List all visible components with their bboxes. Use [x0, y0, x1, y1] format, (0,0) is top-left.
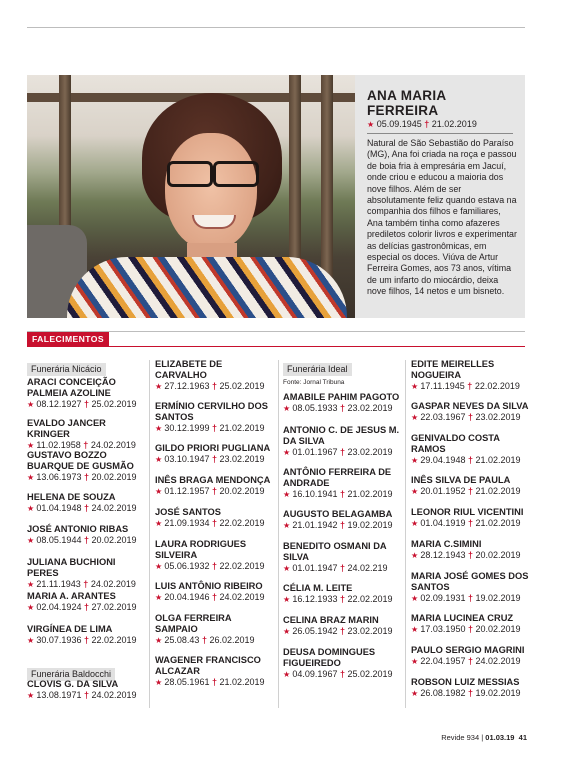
deceased-name: EDITE MEIRELLES NOGUEIRA — [411, 359, 495, 380]
star-icon: ★ — [155, 593, 165, 602]
column-divider — [149, 360, 150, 708]
death-date: 19.02.2019 — [347, 520, 393, 530]
cross-icon: † — [465, 624, 476, 634]
star-icon: ★ — [411, 456, 421, 465]
deceased-name: INÊS SILVA DE PAULA — [411, 475, 511, 485]
cross-icon: † — [209, 486, 220, 496]
life-dates — [411, 381, 529, 392]
life-dates — [283, 403, 403, 414]
cross-icon: † — [465, 486, 476, 496]
star-icon: ★ — [367, 120, 375, 129]
star-icon: ★ — [411, 382, 421, 391]
star-icon: ★ — [155, 562, 165, 571]
birth-date: 01.12.1957 — [164, 486, 210, 496]
cross-icon: † — [209, 561, 220, 571]
page-footer: Revide 934 | 01.03.19 41 — [441, 733, 527, 742]
cross-icon: † — [465, 593, 476, 603]
star-icon: ★ — [27, 536, 37, 545]
cross-icon: † — [209, 592, 220, 602]
star-icon: ★ — [411, 689, 421, 698]
star-icon: ★ — [283, 564, 293, 573]
death-date: 23.02.2019 — [347, 626, 393, 636]
star-icon: ★ — [283, 448, 293, 457]
death-date: 22.02.2019 — [347, 594, 393, 604]
funeral-home-ideal — [283, 359, 352, 386]
obituary-entry — [283, 425, 403, 458]
obituary-entry — [411, 677, 529, 699]
cross-icon: † — [81, 503, 92, 513]
birth-date: 21.11.1943 — [36, 579, 81, 589]
death-date: 20.02.2019 — [475, 624, 521, 634]
star-icon: ★ — [155, 424, 165, 433]
star-icon: ★ — [411, 413, 421, 422]
cross-icon: † — [337, 669, 348, 679]
obituary-entry — [155, 581, 275, 603]
obituary-entry — [283, 647, 403, 680]
birth-date: 29.04.1948 — [420, 455, 466, 465]
life-dates — [155, 635, 275, 646]
funeral-home-label: Funerária Baldocchi — [27, 668, 115, 681]
life-dates — [155, 561, 275, 572]
life-dates — [155, 423, 275, 434]
funeral-home-label: Funerária Ideal — [283, 363, 352, 376]
obituary-entry — [411, 539, 529, 561]
deceased-name: LEONOR RIUL VICENTINI — [411, 507, 524, 517]
star-icon: ★ — [155, 487, 165, 496]
cross-icon: † — [80, 579, 91, 589]
life-dates — [155, 454, 275, 465]
deceased-name: ANTÔNIO FERREIRA DE ANDRADE — [283, 467, 392, 488]
star-icon: ★ — [411, 551, 421, 560]
life-dates — [27, 579, 145, 590]
life-dates — [27, 690, 145, 701]
deceased-name: OLGA FERREIRA SAMPAIO — [155, 613, 232, 634]
cross-icon: † — [81, 472, 92, 482]
star-icon: ★ — [27, 400, 37, 409]
star-icon: ★ — [283, 404, 293, 413]
death-date: 22.02.2019 — [91, 635, 137, 645]
obituary-entry — [411, 571, 529, 604]
cross-icon: † — [209, 423, 220, 433]
birth-date: 21.01.1942 — [292, 520, 338, 530]
death-date: 25.02.2019 — [219, 381, 265, 391]
cross-icon: † — [465, 688, 476, 698]
obituary-entry — [155, 613, 275, 646]
life-dates — [411, 550, 529, 561]
obituary-entry — [155, 475, 275, 497]
death-date: 23.02.2019 — [475, 412, 521, 422]
cross-icon: † — [81, 635, 92, 645]
death-date: 22.02.2019 — [219, 518, 265, 528]
death-date: 24.02.2019 — [475, 656, 521, 666]
obituary-entry — [283, 583, 403, 605]
deceased-name: CELINA BRAZ MARIN — [283, 615, 379, 625]
obituary-entry — [155, 507, 275, 529]
life-dates — [411, 486, 529, 497]
star-icon: ★ — [283, 627, 293, 636]
cross-icon: † — [81, 399, 92, 409]
star-icon: ★ — [283, 490, 293, 499]
obituary-entry — [283, 509, 403, 531]
feature-died: 21.02.2019 — [431, 119, 477, 129]
birth-date: 17.03.1950 — [420, 624, 466, 634]
cross-icon: † — [81, 602, 92, 612]
deceased-name: HELENA DE SOUZA — [27, 492, 116, 502]
cross-icon: † — [80, 440, 91, 450]
obituary-entry — [155, 443, 275, 465]
cross-icon: † — [337, 520, 348, 530]
death-date: 21.02.2019 — [475, 455, 521, 465]
life-dates — [27, 399, 145, 410]
feature-bio: Natural de São Sebastião do Paraíso (MG), Ana foi criada na roça e passou de boia fria à empresária em Jacuí, onde criou e educou a maioria dos nove filhos. Além de ser absolutamente feliz quando estava na companhia dos filhos e familiares, Ana também tinha como afazeres prediletos colorir livros e experimentar as delícias gastronômicas, em especial os doces. Viúva de Artur Ferreira Gomes, aos 73 anos, vítima de um infarto do miocárdio, deixa nove filhos, 14 netos e um bisneto. — [367, 138, 517, 297]
deceased-name: MARIA LUCINEA CRUZ — [411, 613, 514, 623]
life-dates — [155, 486, 275, 497]
life-dates — [27, 535, 145, 546]
cross-icon: † — [465, 518, 476, 528]
deceased-name: GILDO PRIORI PUGLIANA — [155, 443, 271, 453]
life-dates — [411, 688, 529, 699]
deceased-name: MARIA JOSÉ GOMES DOS SANTOS — [411, 571, 529, 592]
death-date: 24.02.2019 — [91, 690, 137, 700]
birth-date: 30.12.1999 — [164, 423, 210, 433]
birth-date: 01.01.1947 — [292, 563, 338, 573]
deceased-name: JOSÉ ANTONIO RIBAS — [27, 524, 129, 534]
birth-date: 28.12.1943 — [420, 550, 466, 560]
death-date: 23.02.2019 — [347, 403, 393, 413]
life-dates — [283, 447, 403, 458]
cross-icon: † — [337, 489, 348, 499]
deceased-name: BENEDITO OSMANI DA SILVA — [283, 541, 387, 562]
star-icon: ★ — [411, 657, 421, 666]
deceased-name: GUSTAVO BOZZO BUARQUE DE GUSMÃO — [27, 450, 134, 471]
deceased-name: ERMÍNIO CERVILHO DOS SANTOS — [155, 401, 268, 422]
obituary-entry — [27, 524, 145, 546]
star-icon: ★ — [411, 519, 421, 528]
birth-date: 25.08.43 — [164, 635, 200, 645]
portrait-photo — [27, 75, 355, 318]
obituary-entry — [27, 450, 145, 483]
death-date: 25.02.2019 — [91, 399, 137, 409]
birth-date: 08.12.1927 — [36, 399, 82, 409]
funeral-home-nicacio — [27, 359, 106, 377]
obituary-entry — [411, 507, 529, 529]
life-dates — [411, 518, 529, 529]
death-date: 27.02.2019 — [91, 602, 137, 612]
obituary-entry — [27, 624, 145, 646]
star-icon: ★ — [27, 504, 37, 513]
obituary-entry — [27, 557, 145, 590]
star-icon: ★ — [27, 691, 37, 700]
birth-date: 22.04.1957 — [420, 656, 466, 666]
feature-born: 05.09.1945 — [376, 119, 422, 129]
column-divider — [278, 360, 279, 708]
feature-dates — [367, 119, 477, 130]
deceased-name: PAULO SERGIO MAGRINI — [411, 645, 525, 655]
deceased-name: GENIVALDO COSTA RAMOS — [411, 433, 500, 454]
star-icon: ★ — [27, 603, 37, 612]
death-date: 24.02.2019 — [91, 503, 137, 513]
footer-date: 01.03.19 — [485, 733, 515, 742]
deceased-name: AUGUSTO BELAGAMBA — [283, 509, 393, 519]
life-dates — [411, 624, 529, 635]
star-icon: ★ — [27, 441, 37, 450]
cross-icon: † — [81, 690, 92, 700]
star-icon: ★ — [155, 636, 165, 645]
death-date: 26.02.2019 — [209, 635, 255, 645]
life-dates — [283, 520, 403, 531]
obituary-entry — [411, 475, 529, 497]
cross-icon: † — [209, 677, 220, 687]
cross-icon: † — [465, 455, 476, 465]
death-date: 24.02.2019 — [90, 440, 136, 450]
birth-date: 08.05.1933 — [292, 403, 338, 413]
life-dates — [411, 455, 529, 466]
cross-icon: † — [209, 454, 220, 464]
birth-date: 30.07.1936 — [36, 635, 82, 645]
obituary-entry — [27, 591, 145, 613]
cross-icon: † — [337, 563, 348, 573]
cross-icon: † — [337, 403, 348, 413]
obituary-entry — [27, 679, 145, 701]
birth-date: 05.06.1932 — [164, 561, 210, 571]
death-date: 25.02.2019 — [347, 669, 393, 679]
death-date: 19.02.2019 — [475, 593, 521, 603]
death-date: 21.02.2019 — [347, 489, 393, 499]
deceased-name: WAGENER FRANCISCO ALCAZAR — [155, 655, 261, 676]
cross-icon: † — [465, 656, 476, 666]
obituary-entry — [283, 615, 403, 637]
life-dates — [411, 656, 529, 667]
obituary-entry — [155, 401, 275, 434]
star-icon: ★ — [27, 473, 37, 482]
birth-date: 16.10.1941 — [292, 489, 338, 499]
death-date: 22.02.2019 — [474, 381, 520, 391]
death-date: 23.02.2019 — [219, 454, 265, 464]
birth-date: 21.09.1934 — [164, 518, 210, 528]
cross-icon: † — [464, 381, 475, 391]
life-dates — [27, 602, 145, 613]
deceased-name: JULIANA BUCHIONI PERES — [27, 557, 116, 578]
obituary-entry — [283, 392, 403, 414]
obituary-entry — [155, 539, 275, 572]
birth-date: 26.08.1982 — [420, 688, 466, 698]
life-dates — [155, 592, 275, 603]
death-date: 21.02.2019 — [219, 423, 265, 433]
deceased-name: ROBSON LUIZ MESSIAS — [411, 677, 520, 687]
star-icon: ★ — [155, 455, 165, 464]
birth-date: 01.04.1948 — [36, 503, 82, 513]
section-title: FALECIMENTOS — [27, 332, 109, 346]
obituary-entry — [27, 492, 145, 514]
deceased-name: ELIZABETE DE CARVALHO — [155, 359, 223, 380]
birth-date: 02.09.1931 — [420, 593, 466, 603]
birth-date: 28.05.1961 — [164, 677, 210, 687]
life-dates — [155, 518, 275, 529]
birth-date: 03.10.1947 — [164, 454, 210, 464]
star-icon: ★ — [283, 595, 293, 604]
deceased-name: CLOVIS G. DA SILVA — [27, 679, 119, 689]
deceased-name: AMABILE PAHIM PAGOTO — [283, 392, 400, 402]
obituary-entry — [155, 655, 275, 688]
cross-icon: † — [465, 550, 476, 560]
death-date: 22.02.2019 — [219, 561, 265, 571]
deceased-name: LAURA RODRIGUES SILVEIRA — [155, 539, 247, 560]
life-dates — [155, 381, 275, 392]
cross-icon: † — [209, 381, 220, 391]
death-date: 20.02.2019 — [219, 486, 265, 496]
birth-date: 22.03.1967 — [420, 412, 466, 422]
star-icon: ★ — [155, 678, 165, 687]
star-icon: ★ — [155, 382, 165, 391]
birth-date: 01.01.1967 — [292, 447, 338, 457]
obituary-entry — [411, 401, 529, 423]
birth-date: 17.11.1945 — [420, 381, 465, 391]
birth-date: 08.05.1944 — [36, 535, 82, 545]
feature-obituary — [27, 75, 525, 318]
death-date: 19.02.2019 — [475, 688, 521, 698]
birth-date: 11.02.1958 — [36, 440, 81, 450]
death-date: 20.02.2019 — [475, 550, 521, 560]
star-icon: ★ — [27, 636, 37, 645]
obituary-entry — [27, 418, 145, 451]
birth-date: 27.12.1963 — [164, 381, 210, 391]
birth-date: 13.08.1971 — [36, 690, 82, 700]
star-icon: ★ — [283, 521, 293, 530]
life-dates — [27, 503, 145, 514]
obituary-entry — [283, 467, 403, 500]
deceased-name: ARACI CONCEIÇÃO PALMEIA AZOLINE — [27, 377, 116, 398]
life-dates — [283, 489, 403, 500]
birth-date: 16.12.1933 — [292, 594, 338, 604]
source-note: Fonte: Jornal Tribuna — [283, 379, 345, 386]
death-date: 21.02.2019 — [475, 486, 521, 496]
cross-icon: † — [337, 447, 348, 457]
death-date: 24.02.2019 — [219, 592, 265, 602]
deceased-name: INÊS BRAGA MENDONÇA — [155, 475, 271, 485]
feature-name: ANA MARIA FERREIRA — [367, 88, 446, 118]
obituary-entry — [27, 377, 145, 410]
obituary-entry — [411, 433, 529, 466]
birth-date: 01.04.1919 — [420, 518, 466, 528]
cross-icon: † — [209, 518, 220, 528]
cross-icon: † — [465, 412, 476, 422]
feature-text-panel — [355, 75, 525, 318]
death-date: 24.02.219 — [347, 563, 388, 573]
deceased-name: ANTONIO C. DE JESUS M. DA SILVA — [283, 425, 400, 446]
feature-divider — [367, 133, 513, 134]
obituary-entry — [411, 359, 529, 392]
cross-icon: † — [337, 594, 348, 604]
obituary-entry — [411, 645, 529, 667]
cross-icon: † — [337, 626, 348, 636]
cross-icon: † — [424, 119, 430, 129]
death-date: 24.02.2019 — [90, 579, 136, 589]
birth-date: 02.04.1924 — [36, 602, 82, 612]
deceased-name: GASPAR NEVES DA SILVA — [411, 401, 529, 411]
death-date: 23.02.2019 — [347, 447, 393, 457]
star-icon: ★ — [155, 519, 165, 528]
deceased-name: JOSÉ SANTOS — [155, 507, 221, 517]
obituary-entry — [411, 613, 529, 635]
death-date: 21.02.2019 — [219, 677, 265, 687]
death-date: 21.02.2019 — [475, 518, 521, 528]
footer-magazine: Revide 934 — [441, 733, 480, 742]
life-dates — [411, 593, 529, 604]
star-icon: ★ — [283, 670, 293, 679]
deceased-name: MARIA C.SIMINI — [411, 539, 482, 549]
life-dates — [155, 677, 275, 688]
star-icon: ★ — [411, 487, 421, 496]
birth-date: 04.09.1967 — [292, 669, 338, 679]
death-date: 20.02.2019 — [91, 472, 137, 482]
birth-date: 26.05.1942 — [292, 626, 338, 636]
star-icon: ★ — [27, 580, 37, 589]
top-rule — [27, 27, 525, 28]
birth-date: 20.04.1946 — [164, 592, 210, 602]
life-dates — [27, 472, 145, 483]
page-number: 41 — [518, 733, 527, 742]
obituary-entry — [283, 541, 403, 574]
cross-icon: † — [81, 535, 92, 545]
deceased-name: VIRGÍNEA DE LIMA — [27, 624, 113, 634]
deceased-name: LUIS ANTÔNIO RIBEIRO — [155, 581, 263, 591]
funeral-home-label: Funerária Nicácio — [27, 363, 106, 376]
deceased-name: EVALDO JANCER KRINGER — [27, 418, 106, 439]
life-dates — [283, 626, 403, 637]
cross-icon: † — [199, 635, 210, 645]
deceased-name: MARIA A. ARANTES — [27, 591, 116, 601]
death-date: 20.02.2019 — [91, 535, 137, 545]
deceased-name: DEUSA DOMINGUES FIGUEIREDO — [283, 647, 376, 668]
life-dates — [283, 563, 403, 574]
column-divider — [405, 360, 406, 708]
life-dates — [283, 669, 403, 680]
birth-date: 13.06.1973 — [36, 472, 82, 482]
deceased-name: CÉLIA M. LEITE — [283, 583, 353, 593]
life-dates — [411, 412, 529, 423]
life-dates — [283, 594, 403, 605]
birth-date: 20.01.1952 — [420, 486, 466, 496]
life-dates — [27, 635, 145, 646]
obituary-entry — [155, 359, 275, 392]
section-underline — [27, 346, 525, 347]
star-icon: ★ — [411, 625, 421, 634]
star-icon: ★ — [411, 594, 421, 603]
